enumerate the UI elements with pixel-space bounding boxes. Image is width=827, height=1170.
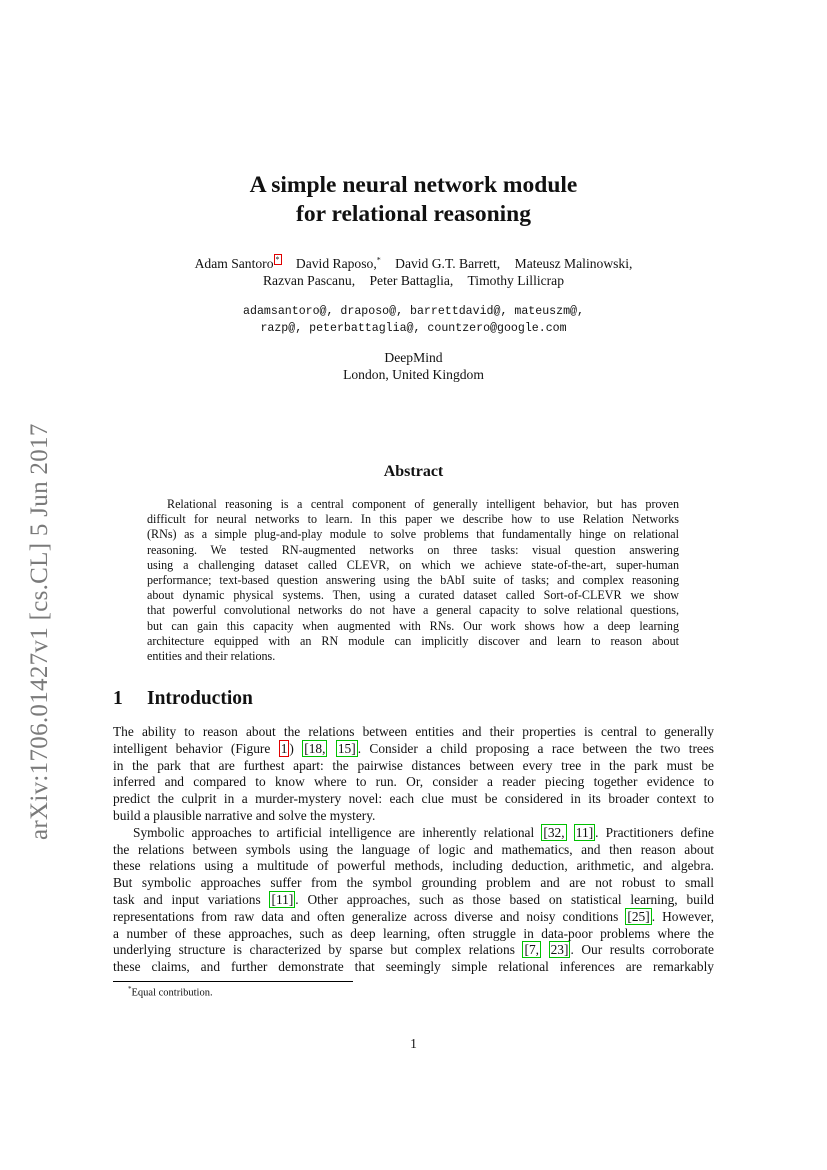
citation-link[interactable]: [7,: [524, 942, 539, 958]
text-line: in the park that are furthest apart: the pairwise distances between every tree in the park must be: [113, 757, 714, 773]
footnote: [128, 985, 213, 999]
author-name: Peter Battaglia,: [369, 273, 454, 288]
citation-link[interactable]: [18,: [304, 740, 326, 756]
text-line: build a plausible narrative and solve the mystery.: [113, 807, 376, 823]
affiliation-location: London, United Kingdom: [343, 367, 484, 382]
author-name: Adam Santoro: [194, 256, 274, 271]
affiliation-org: DeepMind: [384, 350, 443, 365]
author-list: [0, 255, 827, 289]
abstract-body: [147, 497, 679, 664]
footnote-mark: *: [128, 985, 132, 993]
text-line: a number of these approaches, such as deep learning, often struggle in data-poor problems where the: [113, 925, 714, 941]
figure-reference-link[interactable]: 1: [280, 740, 288, 756]
citation-link[interactable]: [25]: [627, 908, 650, 924]
text-line: underlying structure is characterized by sparse but complex relations [7, 23] . Our results corroborate: [113, 942, 714, 958]
text-line: Symbolic approaches to artificial intelligence are inherently relational [32, 11] . Practitioners define: [133, 824, 714, 840]
introduction-body: [113, 724, 714, 976]
text-line: predict the culprit in a murder-mystery novel: each clue must be considered in its broader context to: [113, 791, 714, 807]
footnote-text: Equal contribution.: [131, 987, 213, 999]
text-line: The ability to reason about the relations between entities and their properties is central to generally: [113, 724, 714, 739]
footnote-link[interactable]: *: [275, 255, 280, 265]
arxiv-identifier-stamp: arXiv:1706.01427v1 [cs.CL] 5 Jun 2017: [26, 423, 53, 840]
citation-link[interactable]: 23]: [550, 942, 569, 958]
author-emails: [0, 303, 827, 337]
footnote-mark: *: [376, 255, 381, 265]
text-line: representations from raw data and often generalize across diverse and noisy conditions [25] . However,: [113, 908, 714, 924]
abstract-heading: Abstract: [383, 463, 444, 480]
email-line-1: adamsantoro@, draposo@, barrettdavid@, mateuszm@,: [243, 305, 584, 318]
author-comma: ,: [373, 256, 377, 271]
section-title: Introduction: [147, 688, 253, 709]
text-line: the relations between symbols using the language of logic and mathematics, and then reason about: [113, 841, 714, 857]
abstract-line: that powerful convolutional networks do not have a general capacity to solve relational questions,: [147, 603, 679, 618]
abstract-line: using a challenging dataset called CLEVR, on which we achieve state-of-the-art, super-human: [147, 557, 679, 572]
intro-paragraph-1: [113, 724, 714, 825]
abstract-line: but can gain this capacity when augmented with RNs. Our work shows how a deep learning: [147, 618, 679, 633]
author-name: David G.T. Barrett,: [395, 256, 501, 271]
footnote-divider: [113, 981, 353, 982]
citation-link[interactable]: [11]: [271, 891, 294, 907]
text-line: task and input variations [11] . Other approaches, such as those based on statistical learning, build: [113, 891, 714, 907]
citation-link[interactable]: [32,: [543, 824, 565, 840]
title-line-1: A simple neural network module: [249, 172, 578, 198]
citation-link[interactable]: 15]: [337, 740, 356, 756]
abstract-line: Relational reasoning is a central component of generally intelligent behavior, but has proven: [167, 497, 679, 511]
author-name: Timothy Lillicrap: [467, 273, 565, 288]
text-line: these relations using a multitude of powerful methods, including deduction, arithmetic, and algebra.: [113, 858, 714, 874]
text-line: But symbolic approaches suffer from the symbol grounding problem and are not robust to small: [113, 875, 714, 891]
email-line-2: razp@, peterbattaglia@, countzero@google.com: [260, 322, 567, 335]
intro-paragraph-2: [113, 825, 714, 976]
text-line: these claims, and further demonstrate that seemingly simple relational inferences are remarkably: [113, 959, 714, 975]
abstract-line: architecture equipped with an RN module can implicitly discover and learn to reason about: [147, 633, 679, 648]
citation-link[interactable]: 11]: [575, 824, 594, 840]
abstract-line: performance; text-based question answering using the bAbI suite of tasks; and complex reasoning: [147, 573, 679, 588]
paper-title: [0, 171, 827, 229]
author-name: David Raposo: [295, 256, 374, 271]
author-name: Razvan Pascanu,: [262, 273, 356, 288]
title-line-2: for relational reasoning: [296, 201, 531, 227]
abstract-line: (RNs) as a simple plug-and-play module to solve problems that fundamentally hinge on relational: [147, 527, 679, 542]
text-line: inferred and compared to know where to run. Or, consider a reader piecing together evidence to: [113, 774, 714, 790]
section-heading-introduction: [113, 688, 253, 710]
author-line-2: [0, 272, 827, 289]
section-number: 1: [113, 688, 123, 709]
abstract-line: reasoning. We tested RN-augmented networks on three tasks: visual question answering: [147, 542, 679, 557]
author-name: Mateusz Malinowski,: [514, 256, 633, 271]
abstract-line: about dynamic physical systems. Then, using a curated dataset called Sort-of-CLEVR we show: [147, 588, 679, 603]
abstract-line: difficult for neural networks to learn. In this paper we describe how to use Relation Networks: [147, 512, 679, 527]
affiliation: [0, 349, 827, 383]
page-number: 1: [410, 1036, 417, 1051]
text-line: intelligent behavior (Figure 1 ) [18, 15] . Consider a child proposing a race between the two trees: [113, 740, 715, 756]
abstract-line: entities and their relations.: [147, 649, 276, 664]
author-line-1: [0, 255, 827, 272]
